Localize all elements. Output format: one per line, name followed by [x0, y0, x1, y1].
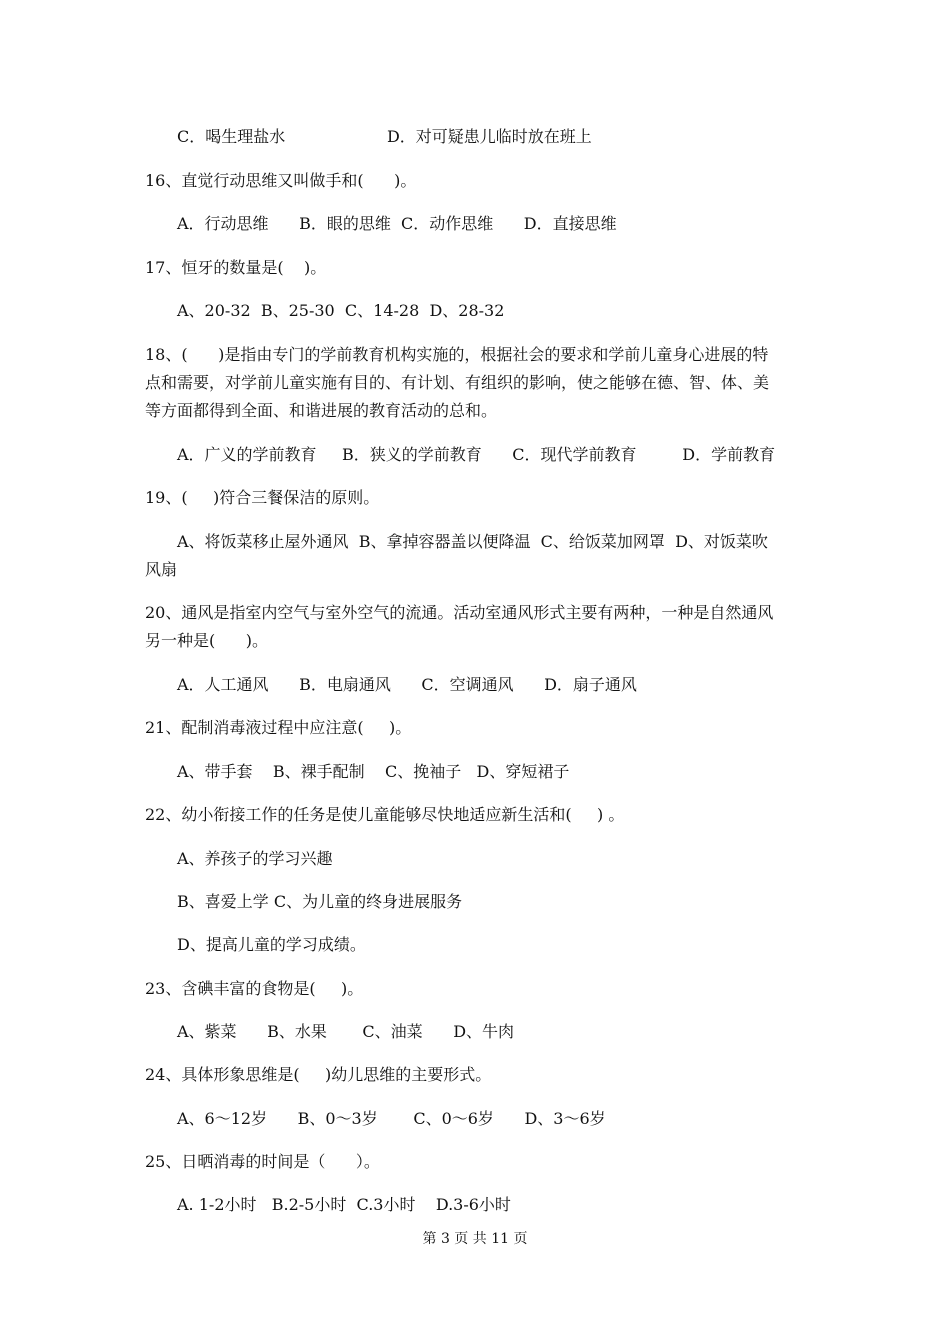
option-22-d: D、提高儿童的学习成绩。 [177, 935, 366, 954]
options-21: A、带手套 B、裸手配制 C、挽袖子 D、穿短裙子 [177, 762, 570, 781]
question-21: 21、配制消毒液过程中应注意( )。 [145, 718, 412, 737]
question-20-line-2: 另一种是( )。 [145, 631, 269, 650]
question-19: 19、( )符合三餐保洁的原则。 [145, 488, 380, 507]
options-19-line-2: 风扇 [145, 560, 178, 579]
options-18: A．广义的学前教育 B．狭义的学前教育 C．现代学前教育 D．学前教育 [177, 445, 776, 464]
question-17: 17、恒牙的数量是( )。 [145, 258, 327, 277]
options-25: A. 1-2小时 B.2-5小时 C.3小时 D.3-6小时 [177, 1195, 511, 1214]
options-24: A、6～12岁 B、0～3岁 C、0～6岁 D、3～6岁 [177, 1109, 606, 1128]
options-19: A、将饭菜移止屋外通风 B、拿掉容器盖以便降温 C、给饭菜加网罩 D、对饭菜吹 [177, 532, 768, 551]
page-footer: 第 3 页 共 11 页 [422, 1231, 528, 1247]
question-20: 20、通风是指室内空气与室外空气的流通。活动室通风形式主要有两种，一种是自然通风 [145, 603, 774, 622]
question-24: 24、具体形象思维是( )幼儿思维的主要形式。 [145, 1065, 492, 1084]
question-18-line-2: 点和需要，对学前儿童实施有目的、有计划、有组织的影响，使之能够在德、智、体、美 [145, 373, 770, 392]
options-23: A、紫菜 B、水果 C、油菜 D、牛肉 [177, 1022, 515, 1041]
question-25: 25、日晒消毒的时间是（ ）。 [145, 1152, 380, 1171]
options-16: A．行动思维 B．眼的思维 C．动作思维 D．直接思维 [177, 214, 617, 233]
option-22-bc: B、喜爱上学 C、为儿童的终身进展服务 [177, 892, 463, 911]
question-22: 22、幼小衔接工作的任务是使儿童能够尽快地适应新生活和( ) 。 [145, 805, 625, 824]
question-18-line-3: 等方面都得到全面、和谐进展的教育活动的总和。 [145, 401, 498, 420]
question-16: 16、直觉行动思维又叫做手和( )。 [145, 171, 417, 190]
option-line-15: C．喝生理盐水 D．对可疑患儿临时放在班上 [177, 127, 592, 146]
options-17: A、20-32 B、25-30 C、14-28 D、28-32 [177, 301, 505, 320]
question-23: 23、含碘丰富的食物是( )。 [145, 979, 364, 998]
question-18: 18、( )是指由专门的学前教育机构实施的，根据社会的要求和学前儿童身心进展的特 [145, 345, 769, 364]
option-22-a: A、养孩子的学习兴趣 [177, 849, 333, 868]
options-20: A．人工通风 B．电扇通风 C．空调通风 D．扇子通风 [177, 675, 637, 694]
